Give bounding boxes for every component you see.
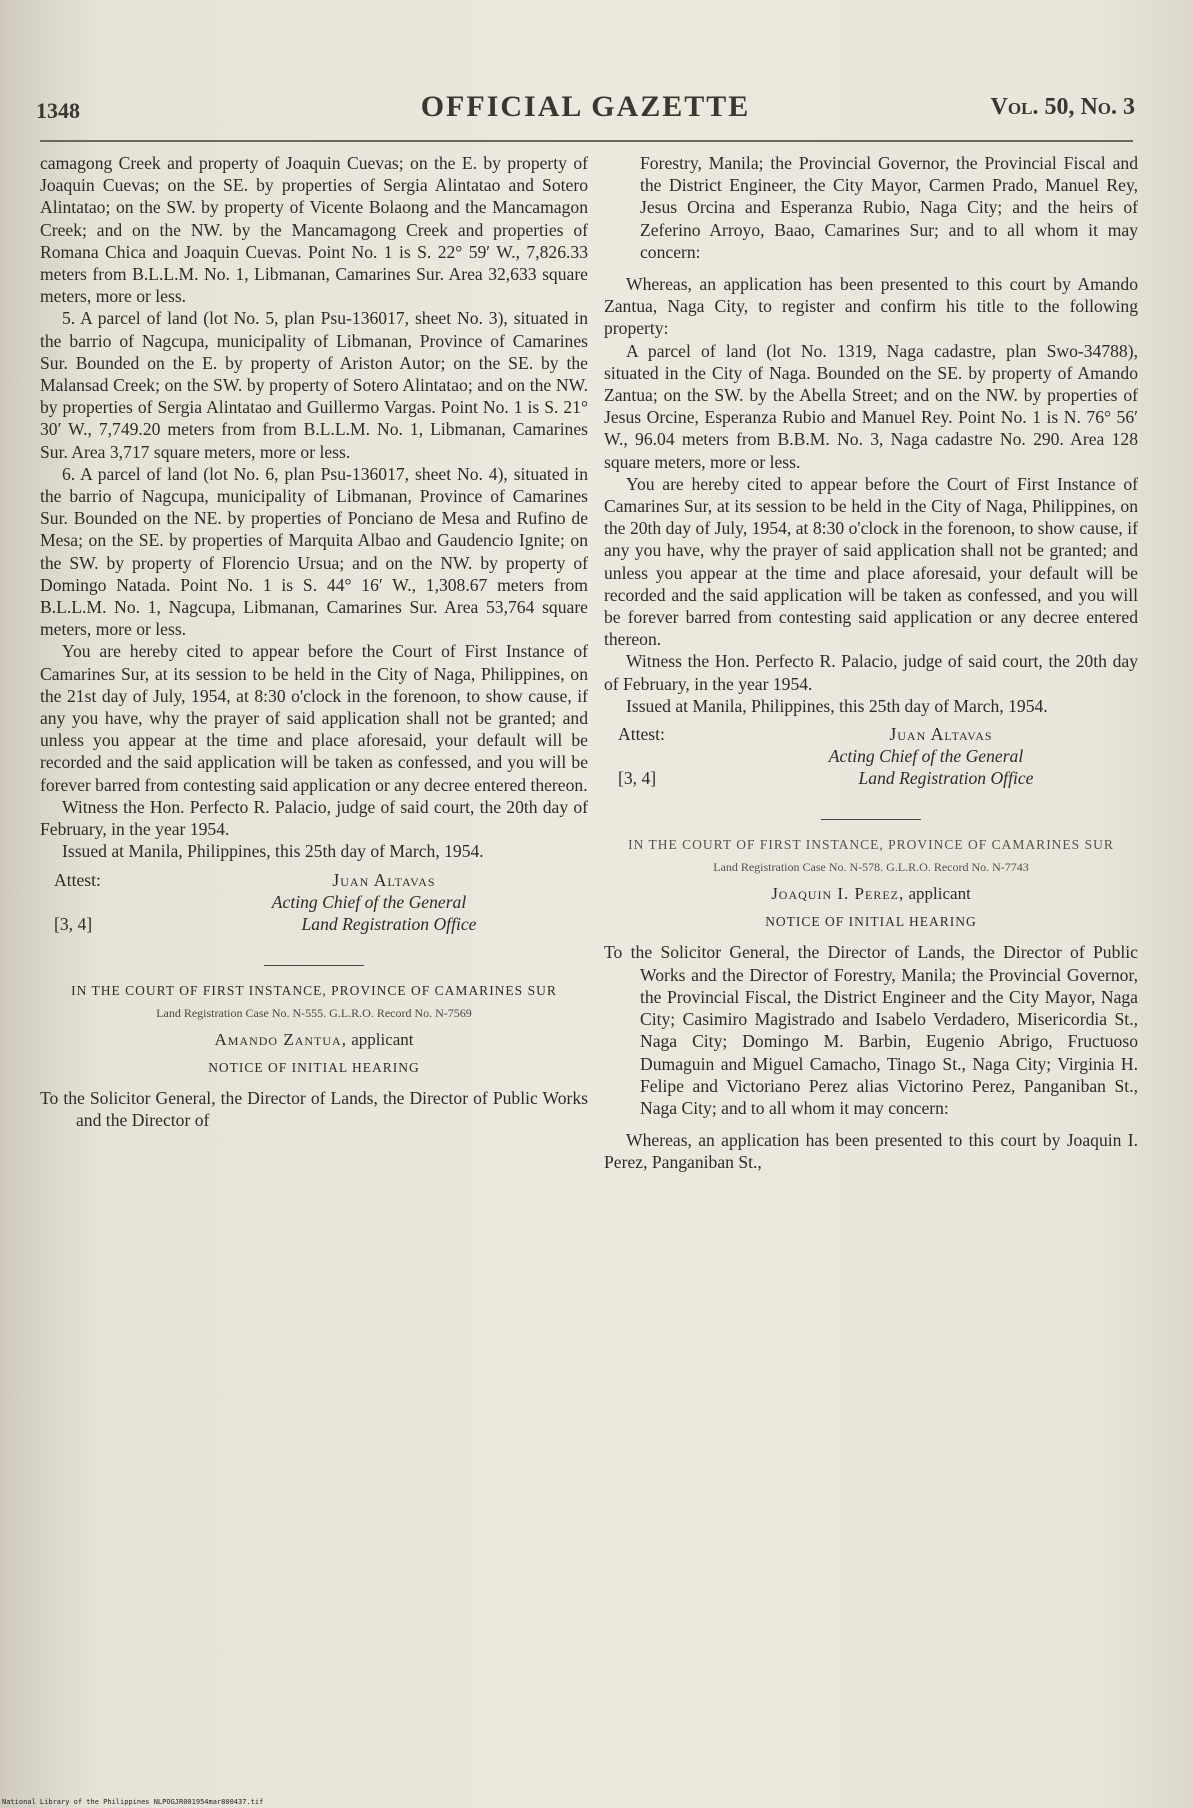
scan-footer: National Library of the Philippines NLPOGJR001954mar800437.tif: [2, 1798, 264, 1806]
left-column: [40, 152, 588, 1131]
applicant-name: Amando Zantua,: [214, 1029, 347, 1049]
paragraph: To the Solicitor General, the Director of Lands, the Director of Public Works and the Director of Forestry, Manila; the Provincial Governor, the Provincial Fiscal, the District Engineer and the City Mayor, Naga City; Casimiro Magistrado and Isabelo Verdadero, Misericordia St., Naga City; Domingo M. Barbin, Eugenio Abrigo, Fructuoso Dumaguin and Miguel Camacho, Tinago St., Naga City; Virginia H. Felipe and Victoriano Perez alias Victorino Perez, Panganiban St., Naga City; and to all whom it may concern:: [604, 942, 1138, 1118]
attest-role: Acting Chief of the General: [271, 891, 467, 912]
paragraph: Witness the Hon. Perfecto R. Palacio, judge of said court, the 20th day of February, in the year 1954.: [604, 651, 1138, 694]
paragraph: camagong Creek and property of Joaquin Cuevas; on the E. by property of Joaquin Cuevas; on the SE. by properties of Sergia Alintatao and Sotero Alintatao; on the SW. by property of Vicente Bolaong and the Mancamagon Creek; and on the NW. by the Mancamagong Creek and properties of Romana Chica and Joaquin Cuevas. Point No. 1 is S. 22° 59′ W., 7,826.33 meters from B.L.L.M. No. 1, Libmanan, Camarines Sur. Area 32,633 square meters, more or less.: [40, 153, 588, 307]
applicant-name: Joaquin I. Perez,: [771, 884, 905, 904]
page-header: [36, 88, 1135, 128]
issue-code: [3, 4]: [618, 768, 657, 789]
section-divider: [821, 819, 921, 820]
page-number: 1348: [36, 98, 80, 123]
applicant-line: [604, 883, 1138, 905]
attest-name: Juan Altavas: [889, 724, 993, 745]
notice-heading: NOTICE OF INITIAL HEARING: [208, 1059, 420, 1075]
paragraph: 6. A parcel of land (lot No. 6, plan Psu-136017, sheet No. 4), situated in the barrio of Nagcupa, municipality of Libmanan, Province of Camarines Sur. Bounded on the NE. by properties of Ponciano de Mesa and Rufino de Mesa; on the SE. by properties of Marquita Albao and Gaudencio Ignite; on the SW. by property of Florencio Ursua; and on the NW. by property of Domingo Natada. Point No. 1 is S. 44° 16′ W., 1,308.67 meters from B.L.L.M. No. 1, Nagcupa, Libmanan, Camarines Sur. Area 53,764 square meters, more or less.: [40, 463, 588, 640]
applicant-suffix: applicant: [904, 884, 971, 904]
notice-heading: NOTICE OF INITIAL HEARING: [765, 914, 977, 930]
issue-code: [3, 4]: [54, 913, 93, 934]
attest-role: Acting Chief of the General: [828, 746, 1024, 767]
attest-office: Land Registration Office: [301, 913, 477, 934]
court-heading: IN THE COURT OF FIRST INSTANCE, PROVINCE OF CAMARINES SUR: [71, 982, 557, 998]
paragraph: Whereas, an application has been presented to this court by Joaquin I. Perez, Panganiban St.,: [604, 1130, 1138, 1173]
attest-name: Juan Altavas: [332, 869, 436, 890]
applicant-suffix: applicant: [346, 1029, 414, 1049]
paragraph: Issued at Manila, Philippines, this 25th day of March, 1954.: [626, 695, 1048, 716]
paragraph: You are hereby cited to appear before the Court of First Instance of Camarines Sur, at its session to be held in the City of Naga, Philippines, on the 20th day of July, 1954, at 8:30 o'clock in the forenoon, to show cause, if any you have, why the prayer of said application shall not be granted; and unless you appear at the time and place aforesaid, your default will be recorded and the said application will be taken as confessed, and you will be forever barred from contesting said application or any decree entered thereon.: [604, 473, 1138, 650]
attest-block: [40, 869, 588, 953]
attest-label: Attest:: [54, 869, 101, 890]
paragraph: To the Solicitor General, the Director of Lands, the Director of Public Works and the Director of: [40, 1087, 588, 1131]
case-number: Land Registration Case No. N-578. G.L.R.O. Record No. N-7743: [713, 860, 1029, 875]
section-divider: [264, 965, 364, 966]
paragraph: Witness the Hon. Perfecto R. Palacio, judge of said court, the 20th day of February, in the year 1954.: [40, 796, 588, 840]
header-rule: [40, 140, 1133, 142]
right-column: [604, 152, 1138, 1174]
attest-block: [604, 723, 1138, 807]
attest-label: Attest:: [618, 724, 665, 745]
paragraph: 5. A parcel of land (lot No. 5, plan Psu-136017, sheet No. 3), situated in the barrio of Nagcupa, municipality of Libmanan, Province of Camarines Sur. Bounded on the E. by property of Ariston Autor; on the SE. by the Malansad Creek; on the SW. by property of Sotero Alintatao; and on the NW. by properties of Sergia Alintatao and Guillermo Vargas. Point No. 1 is S. 21° 30′ W., 7,749.20 meters from from B.L.L.M. No. 1, Libmanan, Camarines Sur. Area 3,717 square meters, more or less.: [40, 308, 588, 462]
publication-title: OFFICIAL GAZETTE: [420, 90, 751, 123]
paragraph: Whereas, an application has been presented to this court by Amando Zantua, Naga City, to register and confirm his title to the following property:: [604, 274, 1138, 339]
paragraph: A parcel of land (lot No. 1319, Naga cadastre, plan Swo-34788), situated in the City of Naga. Bounded on the SE. by property of Amando Zantua; on the SW. by the Abella Street; and on the NW. by properties of Jesus Orcine, Esperanza Rubio and Manuel Rey. Point No. 1 is N. 76° 56′ W., 96.04 meters from B.B.M. No. 3, Naga cadastre No. 290. Area 128 square meters, more or less.: [604, 340, 1138, 472]
case-number: Land Registration Case No. N-555. G.L.R.O. Record No. N-7569: [156, 1005, 472, 1020]
paragraph: Forestry, Manila; the Provincial Governor, the Provincial Fiscal and the District Engineer, the City Mayor, Carmen Prado, Manuel Rey, Jesus Orcina and Esperanza Rubio, Naga City; and the heirs of Zeferino Arroyo, Baao, Camarines Sur; and to all whom it may concern:: [640, 153, 1138, 262]
paragraph: You are hereby cited to appear before the Court of First Instance of Camarines Sur, at its session to be held in the City of Naga, Philippines, on the 21st day of July, 1954, at 8:30 o'clock in the forenoon, to show cause, if any you have, why the prayer of said application shall not be granted; and unless you appear at the time and place aforesaid, your default will be recorded and the said application will be taken as confessed, and you will be forever barred from contesting said application or any decree entered thereon.: [40, 641, 588, 795]
paragraph: Issued at Manila, Philippines, this 25th day of March, 1954.: [62, 841, 484, 862]
volume-number: Vol. 50, No. 3: [990, 94, 1135, 120]
applicant-line: [40, 1029, 588, 1051]
court-heading: IN THE COURT OF FIRST INSTANCE, PROVINCE OF CAMARINES SUR: [628, 837, 1114, 853]
attest-office: Land Registration Office: [858, 768, 1034, 789]
